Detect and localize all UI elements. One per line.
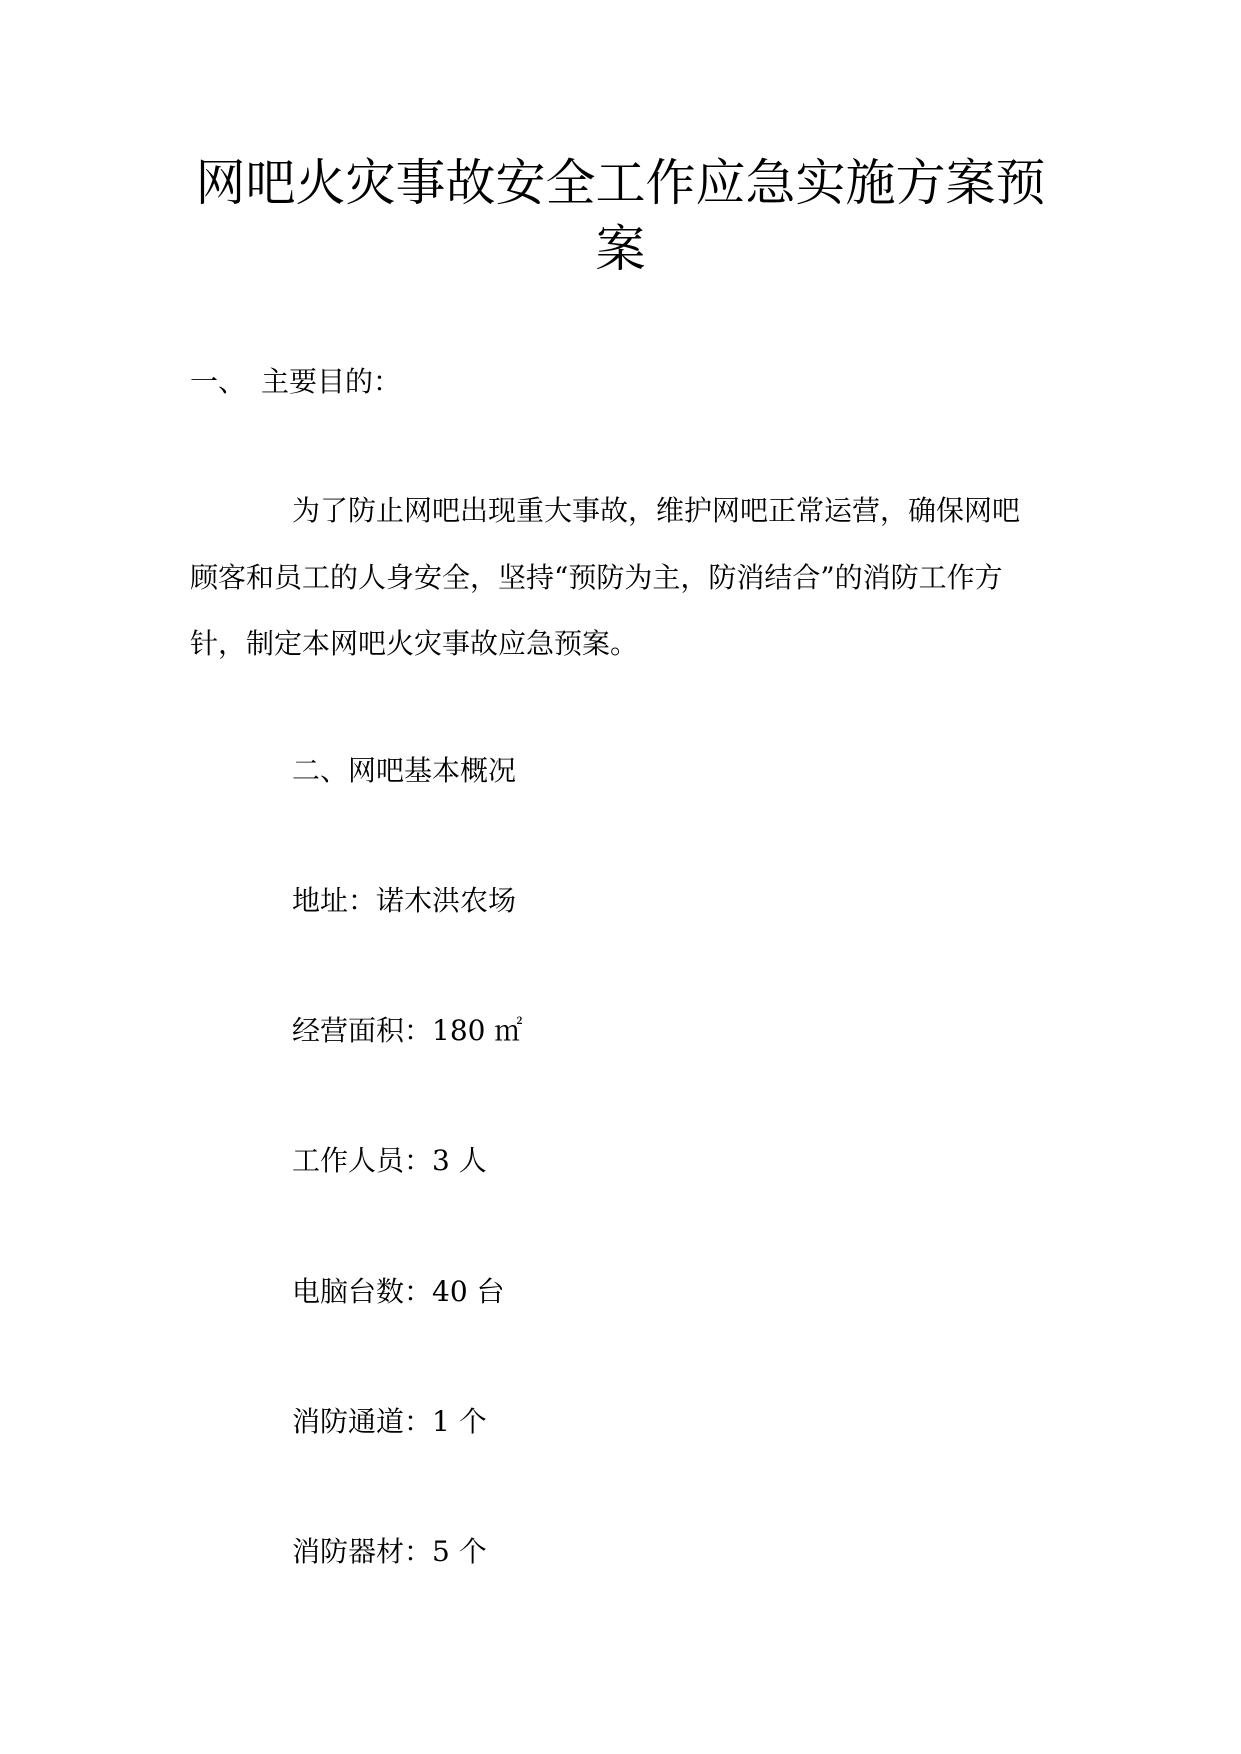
info-business-area: 经营面积：180 ㎡	[292, 1014, 523, 1047]
purpose-paragraph-line-2: 顾客和员工的人身安全，坚持“预防为主，防消结合”的消防工作方	[190, 561, 1003, 594]
info-staff-count: 工作人员：3 人	[292, 1144, 487, 1177]
info-computer-count: 电脑台数：40 台	[292, 1275, 505, 1308]
purpose-paragraph-line-3: 针，制定本网吧火灾事故应急预案。	[190, 627, 639, 660]
document-title-line-2: 案	[595, 220, 646, 278]
section-one-number: 一、	[190, 365, 247, 398]
info-fire-exits: 消防通道：1 个	[292, 1405, 487, 1438]
document-title-line-1: 网吧火灾事故安全工作应急实施方案预	[195, 154, 1046, 212]
section-two-heading: 二、网吧基本概况	[292, 754, 517, 787]
section-one-heading: 主要目的：	[261, 365, 402, 398]
info-fire-equipment: 消防器材：5 个	[292, 1535, 487, 1568]
purpose-paragraph-line-1: 为了防止网吧出现重大事故，维护网吧正常运营，确保网吧	[292, 494, 1021, 527]
info-address: 地址：诺木洪农场	[292, 884, 517, 917]
